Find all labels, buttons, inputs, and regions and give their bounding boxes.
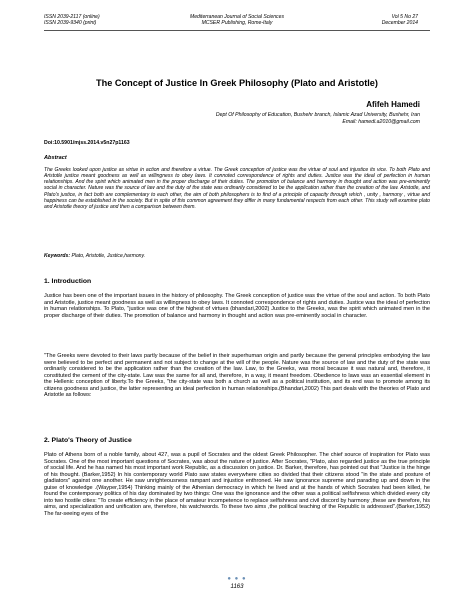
keywords-label: Keywords: (44, 253, 71, 259)
plato-paragraph-1: Plato of Athens born of a noble family, about 427, was a pupil of Socrates and the oldest Greek Philosopher. The chief source of inspiration for Plato was Socrates. One of the most important questions of Socrates, was about the nature of justice. After Socrates, "Plato, also regarded justice as the true principle of social life. And he has named his most important work Republic, as a discussion on justice. Dr. Barker, therefore, has pointed out that "Justice is the hinge of his thought. (Barker,1952) In his contemporary world Plato saw states everywhere cities so divided that their citizens stood "in the state and posture of gladiators" against one another. He saw unrighteousness rampant and injustice enthroned. He saw ignorance supreme and parading up and down in the guise of knowledge .(Wayper,1954) Thinking mainly of the Athenian democracy in which he lived and at the hands of which Socrates had been killed, he found the contemporary politics of his day dominated by two things: One was the ignorance and the other was a political selfishness which divided every city into two hostile cities: "To create efficiency in the place of amateur incompetence to replace selfishness and civil discord by harmony ,these are therefore, his aims, and specialization and unification are, therefore, his watchwords. To these two aims ,the political teaching of the Republic is addressed".(Barker,1952) The far-seeing eyes of the (44, 452, 430, 517)
section-heading-plato: 2. Plato's Theory of Justice (44, 437, 132, 444)
intro-paragraph-2: "The Greeks were devoted to their laws partly because of the belief in their superhuman origin and partly because the general principles embodying the law were believed to be perfect and permanent and not subject to change at the will of the people. Nature was the source of law and the duty of the state was ordinarily considered to be the application rather than the creation of the law. Law, to the Greeks, was moral because it was natural and, therefore, it constituted the cement of the city-state. Law was the same for all and, therefore, in a way, it meant freedom. Obedience to laws was an essential element in the Hellenic conception of liberty.To the Greeks, "the city-state was both a church as well as a political institution, and its end was to promote among its citizens goodness and justice, the latter representing an ideal perfection in human relationships.(Bhandari,2002) This part deals with the theories of Plato and Aristotle as follows: (44, 353, 430, 399)
affiliation-dept: Dept Of Philosophy of Education, Bushehr branch, Islamic Azad University, Bushehr, Iran (215, 112, 420, 118)
footer-dots: ● ● ● (227, 576, 247, 582)
volume: Vol 5 No 27 (391, 14, 418, 20)
page-number: 1163 (230, 584, 244, 590)
abstract-heading: Abstract (44, 155, 67, 161)
section-heading-introduction: 1. Introduction (44, 278, 92, 285)
publisher: MCSER Publishing, Rome-Italy (201, 20, 273, 27)
keywords (44, 253, 145, 259)
doi: Doi:10.5901/mjss.2014.v5n27p1163 (44, 140, 130, 146)
affiliation-email: Email: hamedi.a2010@gmail.com (342, 119, 420, 126)
keywords-text: Plato, Aristotle, Justice,harmony. (70, 253, 146, 259)
issn-print: ISSN 2039-9340 (print) (44, 20, 97, 27)
author-affiliation (216, 112, 420, 126)
header-rule (44, 30, 430, 31)
author-name: Afifeh Hamedi (366, 100, 420, 109)
issue-date: December 2014 (381, 20, 418, 27)
abstract-text: The Greeks looked upon justice as virtue in action and therefore a virtue. The Greek conception of justice was the virtue of soul and injustice its vice. To both Plato and Aristotle justice meant goodness as well as willingness to obey laws. It connoted correspondence of rights and duties. Justice was the ideal of perfection in human relationships. And the spirit which animated men in the proper discharge of their duties. The promotion of balance and harmony in thought and action was pre-eminently social in character. Nature was the source of law and the duty of the state was ordinarily considered to be the application rather than the creation of the law. Aristotle, and Plato's justice, in fact both are complementary to each other, the aim of both philosophers is to find of a principle of capacity through which , unity , harmony , virtue and happiness can be established in the society. But in spite of this common agreement they differ in many fundamental respects from each other. This study will examine plato and Aristotle theory of justice and then a comparison between them. (44, 167, 430, 210)
issn-online: ISSN 2039-2117 (online) (44, 14, 100, 20)
intro-paragraph-1: Justice has been one of the important issues in the history of philosophy. The Greek conception of justice was the virtue of the soul and action. To both Plato and Aristotle, justice meant goodness as well as willingness to obey laws. It connoted correspondence of rights and duties. Justice was the ideal of perfection in human relationships. To Plato, "justice was one of the highest of virtues (bhandari,2002) Justice to the Greeks, was the spirit which animated men in the proper discharge of their duties. The promotion of balance and harmony in thought and action was pre-eminently social in character. (44, 293, 430, 319)
paper-title: The Concept of Justice In Greek Philosophy (Plato and Aristotle) (96, 78, 378, 88)
journal-name: Mediterranean Journal of Social Sciences (189, 14, 284, 20)
header-volume (382, 14, 418, 27)
